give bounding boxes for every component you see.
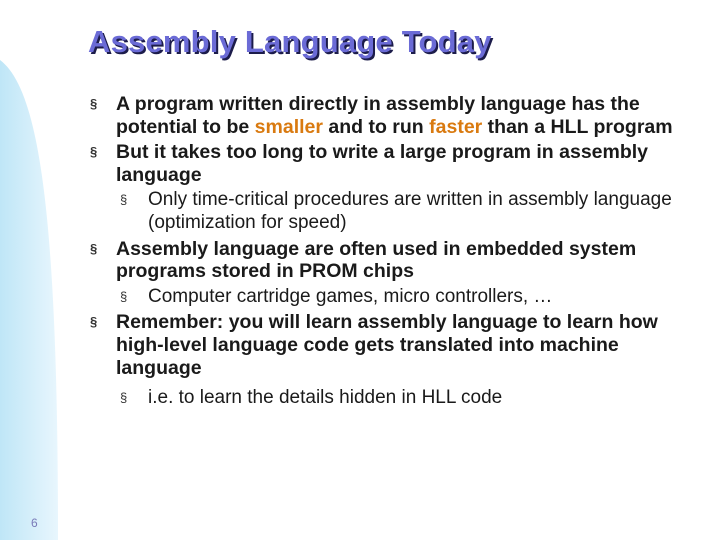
bullet-marker-icon: § [120, 390, 128, 406]
sub-bullet-item-4: § i.e. to learn the details hidden in HLL code [120, 387, 503, 409]
bullet-marker-icon: § [90, 240, 98, 256]
bullet-marker-icon: § [120, 192, 128, 208]
bullet-marker-icon: § [120, 288, 128, 304]
highlight-smaller: smaller [254, 115, 323, 138]
bullet-marker-icon: § [90, 96, 98, 111]
bullet-list [88, 93, 688, 413]
slide-title: Assembly Language Today [88, 24, 492, 59]
sub-bullet-item-2: § Only time-critical procedures are written in assembly language (optimization for speed) [120, 189, 672, 233]
page-number: 6 [31, 516, 38, 530]
sub-bullet-item-3: § Computer cartridge games, micro controllers, … [120, 285, 553, 307]
bullet-item-4: § Remember: you will learn assembly language to learn how high-level language code gets translated into machine language [90, 311, 658, 379]
bullet-item-3: § Assembly language are often used in embedded system programs stored in PROM chips [90, 237, 637, 283]
bullet-marker-icon: § [90, 144, 98, 160]
bullet-item-1: § A program written directly in assembly language has the potential to be smaller and to run faster than a HLL program [90, 93, 673, 138]
bullet-item-2: § But it takes too long to write a large program in assembly language [90, 141, 649, 186]
bullet-marker-icon: § [90, 314, 98, 330]
highlight-faster: faster [429, 115, 483, 138]
